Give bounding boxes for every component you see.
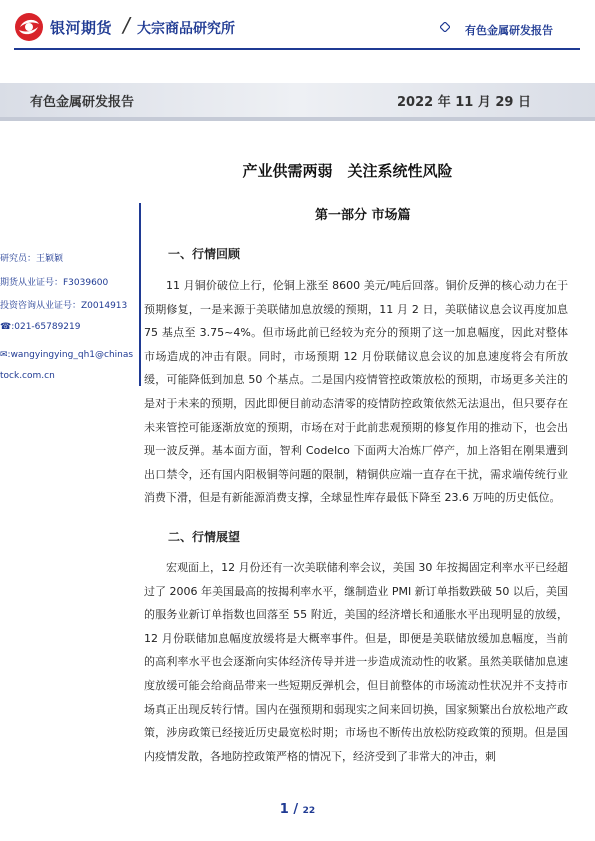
banner-shadow <box>0 117 595 121</box>
researcher-info <box>0 251 136 387</box>
total-pages: 22 <box>302 806 316 816</box>
section-body-review: 11 月铜价破位上行，伦铜上涨至 8600 美元/吨后回落。铜价反弹的核心动力在于预期修复，一是来源于美联储加息放缓的预期，11 月 2 日，美联储议息会议再度加息 75 基点至 3.75~4%。但市场此前已经较为充分的预期了这一加息幅度，因此对整体市场造成的冲击有限。同时，市场预期 12 月份联储议息会议的加息速度将会有所放缓，可能降低到加息 50 个基点。二是国内疫情管控政策放松的预期，市场更多关注的是对于未来的预期，因此即便目前动态清零的疫情防控政策依然无法退出，但只要存在未来管控可能逐渐放宽的预期，市场在对于此前悲观预期的修复作用的推动下，也会出现一波反弹。基本面方面，智利 Codelco 下面两大冶炼厂停产，加上洛钼在刚果遭到出口禁令，还有国内阳极铜等问题的限制，精铜供应端一直存在干扰，需求端传统行业消费下滑，但是有新能源消费支撑，全球显性库存最低下降至 23.6 万吨的历史低位。 <box>144 279 568 505</box>
galaxy-logo-icon <box>14 12 44 42</box>
page-title: 产业供需两弱 关注系统性风险 <box>242 162 453 180</box>
page-separator: / <box>293 802 299 817</box>
section-body-outlook: 宏观面上，12 月份还有一次美联储利率会议，美国 30 年按揭固定利率水平已经超过了 2006 年美国最高的按揭利率水平，继制造业 PMI 新订单指数跌破 50 以后，美国的服务业新订单指数也回落至 55 附近，美国的经济增长和通胀水平出现明显的放缓，12 月份联储加息幅度放缓将是大概率事件。但是，即便是美联储放缓加息幅度，当前的高利率水平也会逐渐向实体经济传导并进一步造成流动性的收紧。虽然美联储加息速度放缓可能会给商品带来一些短期反弹机会，但目前整体的市场流动性状况并不支持市场真正出现反转行情。国内在强预期和弱现实之间来回切换，国家频繁出台放松地产政策，涉房政策已经接近历史最宽松时期；市场也不断传出放松防疫政策的预期。但是国内疫情发散，各地防控政策严格的情况下，经济受到了非常大的冲击，刺 <box>144 561 568 763</box>
section-heading-outlook: 二、行情展望 <box>168 530 241 544</box>
banner-title: 有色金属研发报告 <box>30 95 135 110</box>
current-page: 1 <box>279 802 289 817</box>
report-date: 2022 年 11 月 29 日 <box>397 95 531 110</box>
email-address: ✉:wangyingying_qh1@chinastock.com.cn <box>0 350 134 381</box>
diamond-icon <box>440 22 450 32</box>
part-title: 第一部分 市场篇 <box>315 208 411 223</box>
section-heading-review: 一、行情回顾 <box>168 247 241 261</box>
consult-license: 投资咨询从业证号：Z0014913 <box>0 301 128 311</box>
page-number <box>0 802 595 817</box>
header-divider <box>14 48 580 50</box>
institute-name: 大宗商品研究所 <box>137 21 235 37</box>
researcher-name: 研究员：王颖颖 <box>0 254 64 264</box>
sidebar-divider <box>139 203 141 386</box>
header-report-type: 有色金属研发报告 <box>465 24 553 37</box>
phone-number: ☎:021-65789219 <box>0 321 81 332</box>
page-header <box>0 0 595 52</box>
futures-license: 期货从业证号：F3039600 <box>0 277 109 288</box>
brand-slash: / <box>123 13 130 37</box>
brand-name: 银河期货 <box>50 19 113 37</box>
